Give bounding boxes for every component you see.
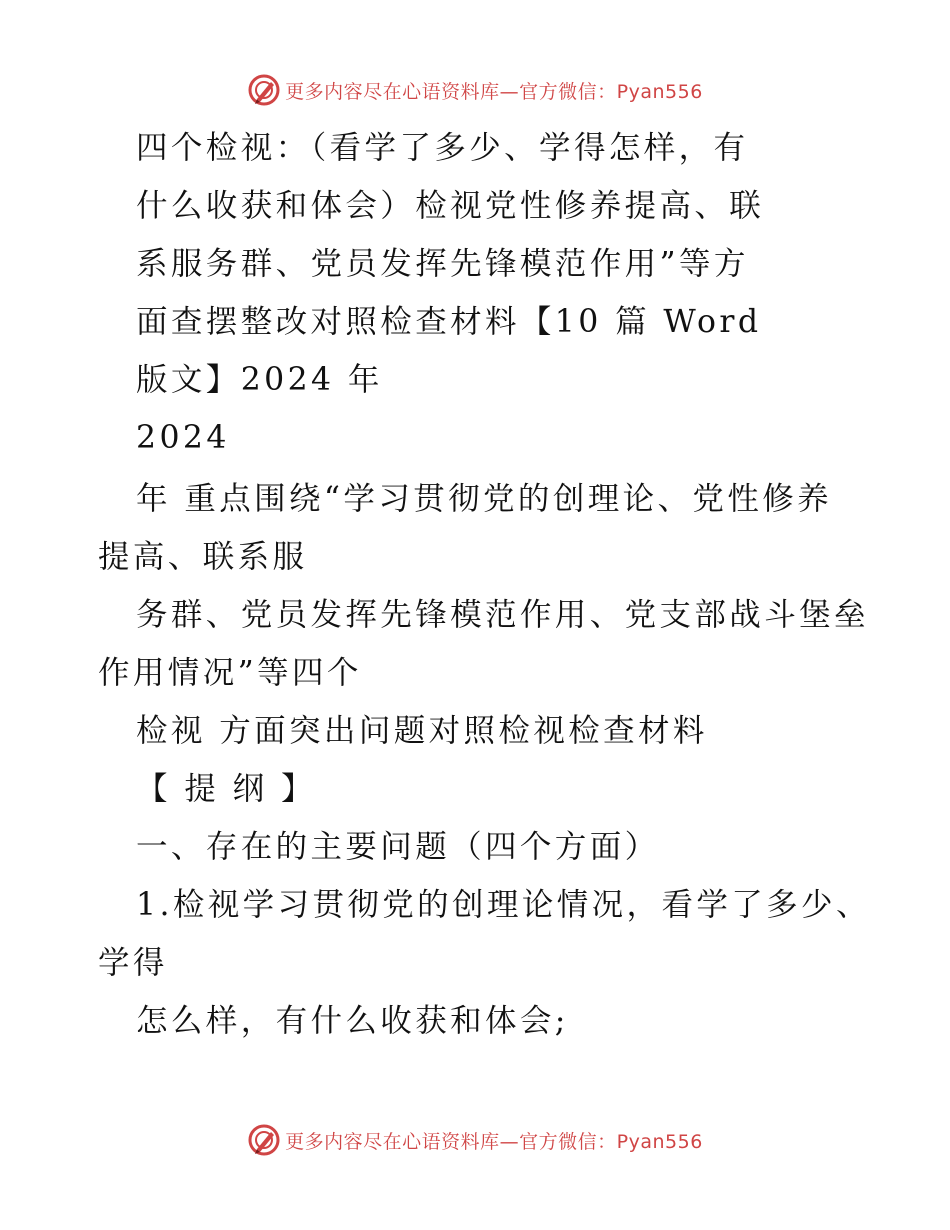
text-line: 一、存在的主要问题（四个方面） bbox=[136, 829, 660, 865]
text-line: 学得 bbox=[98, 945, 168, 981]
text-line: 检视 方面突出问题对照检视检查材料 bbox=[136, 713, 708, 749]
text-line: 1.检视学习贯彻党的创理论情况，看学了多少、 bbox=[136, 887, 871, 923]
text-line: 系服务群、党员发挥先锋模范作用”等方 bbox=[136, 246, 749, 282]
text-line: 版文】2024 年 bbox=[136, 362, 383, 398]
text-line: 【 提 纲 】 bbox=[136, 771, 316, 807]
text-line: 作用情况”等四个 bbox=[98, 655, 362, 691]
text-line: 面查摆整改对照检查材料【10 篇 Word bbox=[136, 304, 762, 340]
text-line: 年 重点围绕“学习贯彻党的创理论、党性修养 bbox=[136, 481, 833, 517]
watermark-text: 更多内容尽在心语资料库—官方微信：Pyan556 bbox=[285, 1130, 703, 1153]
watermark-text: 更多内容尽在心语资料库—官方微信：Pyan556 bbox=[285, 80, 703, 103]
pen-logo-icon bbox=[247, 1123, 281, 1157]
text-line: 怎么样，有什么收获和体会; bbox=[136, 1003, 569, 1039]
text-line: 务群、党员发挥先锋模范作用、党支部战斗堡垒 bbox=[136, 597, 869, 633]
watermark-footer bbox=[0, 1120, 950, 1160]
text-line: 2024 bbox=[136, 420, 230, 456]
text-line: 提高、联系服 bbox=[98, 539, 308, 575]
text-line: 什么收获和体会）检视党性修养提高、联 bbox=[136, 188, 765, 224]
text-line: 四个检视：（看学了多少、学得怎样，有 bbox=[136, 130, 749, 166]
